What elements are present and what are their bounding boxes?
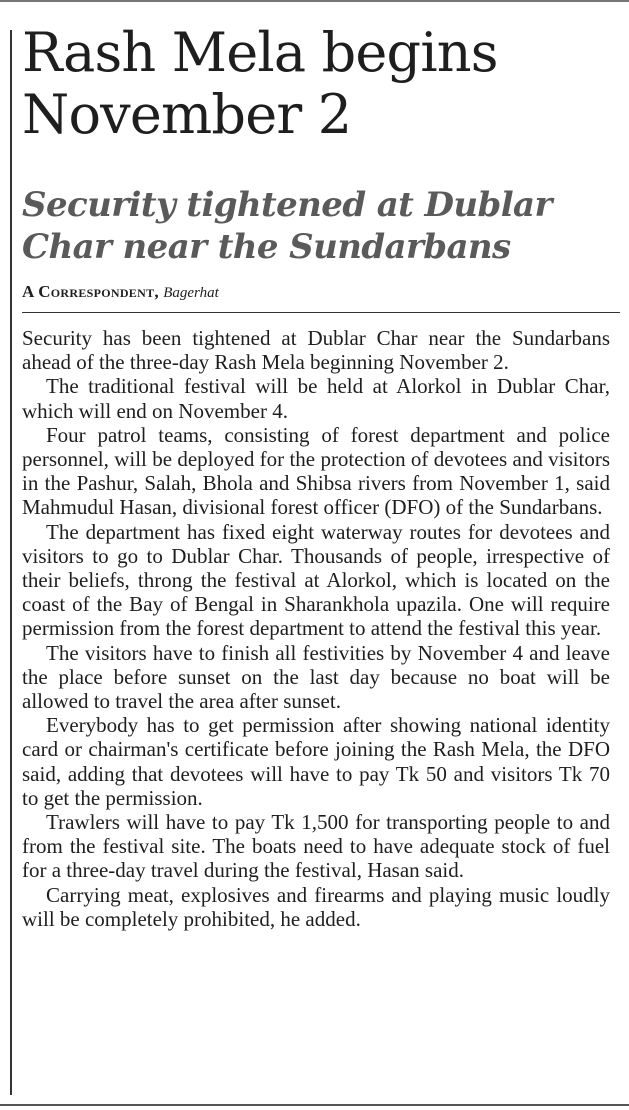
byline-divider [22, 312, 620, 313]
top-border [0, 0, 629, 2]
article-paragraph: Security has been tightened at Dublar Char near the Sundarbans ahead of the three-day Rash Mela beginning November 2. [22, 326, 610, 375]
subheadline: Security tightened at Dublar Char near the Sundarbans [22, 185, 552, 267]
headline: Rash Mela begins November 2 [22, 21, 498, 146]
column-rule [10, 30, 12, 1095]
article-paragraph: The visitors have to finish all festivities by November 4 and leave the place before sunset on the last day because no boat will be allowed to travel the area after sunset. [22, 640, 610, 714]
byline-author: A Correspondent, [22, 282, 159, 301]
article-paragraph: The department has fixed eight waterway routes for devotees and visitors to go to Dublar Char. Thousands of people, irrespective of their beliefs, throng the festival at Alorkol, which is located on the coast of the Bay of Bengal in Sharankhola upazila. One will require permission from the forest department to attend the festival this year. [22, 519, 610, 641]
article-body [22, 326, 610, 931]
article-paragraph: Everybody has to get permission after showing national identity card or chairman's certificate before joining the Rash Mela, the DFO said, adding that devotees will have to pay Tk 50 and visitors Tk 70 to get the permission. [22, 713, 610, 810]
bottom-border [0, 1104, 629, 1106]
article-paragraph: Four patrol teams, consisting of forest department and police personnel, will be deployed for the protection of devotees and visitors in the Pashur, Salah, Bhola and Shibsa rivers from November 1, said Mahmudul Hasan, divisional forest officer (DFO) of the Sundarbans. [22, 422, 610, 520]
byline [22, 282, 219, 302]
article-paragraph: The traditional festival will be held at Alorkol in Dublar Char, which will end on November 4. [22, 374, 610, 423]
article-paragraph: Trawlers will have to pay Tk 1,500 for transporting people to and from the festival site. The boats need to have adequate stock of fuel for a three-day travel during the festival, Hasan said. [22, 810, 610, 883]
article-paragraph: Carrying meat, explosives and firearms and playing music loudly will be completely prohibited, he added. [22, 882, 610, 931]
byline-location: Bagerhat [163, 285, 219, 301]
